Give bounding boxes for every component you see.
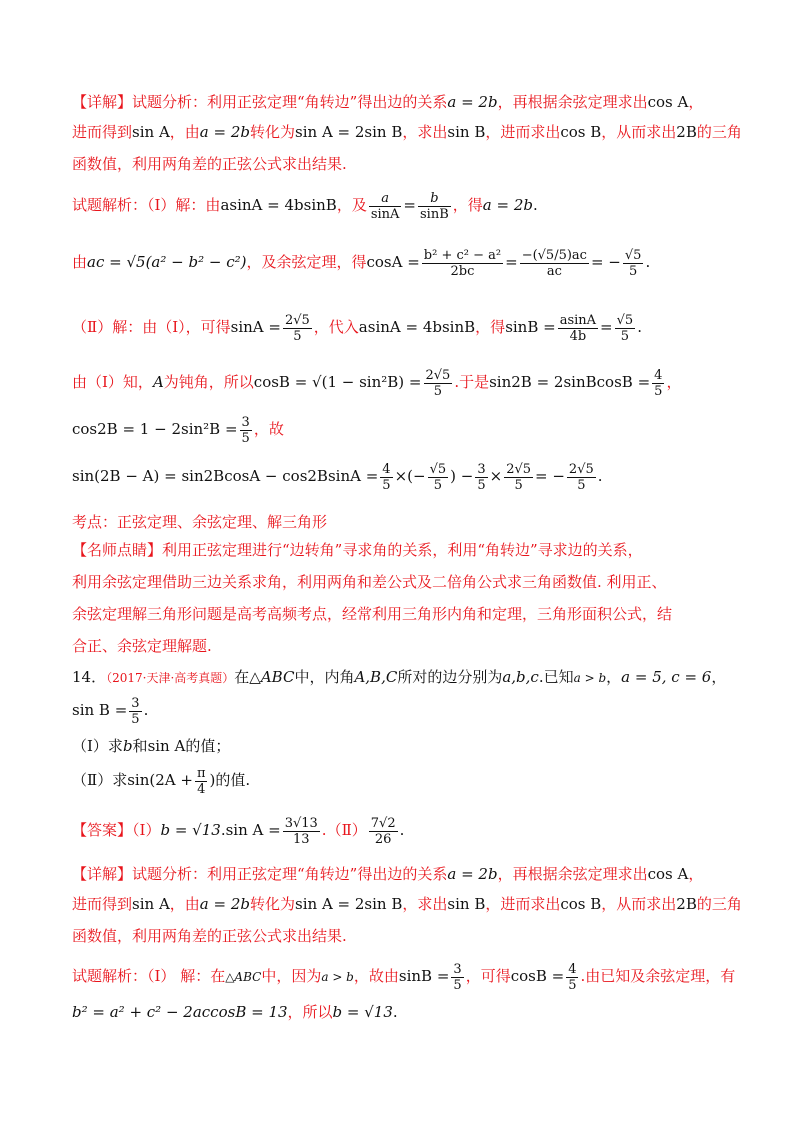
detail-line-3: 函数值，利用两角差的正弦公式求出结果. xyxy=(72,155,347,173)
fraction: $\frac{√5}{5}$ xyxy=(624,247,642,279)
comment-line-1: 【名师点睛】利用正弦定理进行“边转角”寻求角的关系，利用“角转边”寻求边的关系， xyxy=(72,541,643,559)
comment-line-2: 利用余弦定理借助三边关系求角，利用两角和差公式及二倍角公式求三角函数值. 利用正、 xyxy=(72,573,667,591)
fraction: $\frac{b}{\sin B}$ xyxy=(420,190,449,222)
fraction: $\frac{2√5}{5}$ xyxy=(284,312,310,344)
problem-number: 14． xyxy=(72,668,107,686)
detail2-line-1: 【详解】试题分析：利用正弦定理“角转边”得出边的关系a = 2b，再根据余弦定理求出cos A， xyxy=(72,865,704,883)
fraction: $\frac{4}{5}$ xyxy=(654,367,663,399)
solution-line-1: 试题解析：（Ⅰ）解：由asinA = 4bsinB，及 $\frac{a}{\sin A}$ = $\frac{b}{\sin B}$ ，得a = 2b. xyxy=(72,190,538,222)
fraction: $\frac{\text{b² + c² − a²}}{2bc}$ xyxy=(423,247,502,279)
fraction: $\frac{3}{5}$ xyxy=(477,461,486,493)
comment-line-4: 合正、余弦定理解题. xyxy=(72,637,212,655)
fraction: $\frac{3}{5}$ xyxy=(453,961,462,993)
fraction: $\frac{2√5}{5}$ xyxy=(425,367,451,399)
problem-14-line-2: sin B = $\frac{3}{5}$ . xyxy=(72,695,149,727)
fraction: $\frac{asinA}{4b}$ xyxy=(559,312,597,344)
kaodian-line: 考点：正弦定理、余弦定理、解三角形 xyxy=(72,513,328,531)
solution2-line-2: b² = a² + c² − 2accosB = 13，所以b = √13. xyxy=(72,1003,398,1021)
solution-line-3: （Ⅱ）解：由（Ⅰ），可得sinA = $\frac{2√5}{5}$ ，代入asinA = 4bsinB，得sinB = $\frac{asinA}{4b}$ = $\frac{√5}{5}$ . xyxy=(72,312,642,344)
problem-14-q1: （Ⅰ）求b和sin A的值； xyxy=(72,737,231,755)
problem-14-line-1: 14．（2017·天津·高考真题）在△ABC中，内角A,B,C所对的边分别为a,b,c.已知a > b，a = 5, c = 6， xyxy=(72,668,727,686)
detail-line-2: 进而得到sin A，由a = 2b转化为sin A = 2sin B，求出sin B，进而求出cos B，从而求出2B的三角 xyxy=(72,123,742,141)
fraction: $\frac{4}{5}$ xyxy=(382,461,391,493)
fraction: $\frac{7√2}{26}$ xyxy=(370,815,396,847)
fraction: $\frac{√5}{5}$ xyxy=(429,461,447,493)
comment-line-3: 余弦定理解三角形问题是高考高频考点，经常利用三角形内角和定理，三角形面积公式，结 xyxy=(72,605,673,623)
fraction: $\frac{\pi}{4}$ xyxy=(196,765,206,797)
fraction: $\frac{3}{5}$ xyxy=(241,414,250,446)
solution-line-2: 由ac = √5(a² − b² − c²)，及余弦定理，得cosA = $\frac{\text{b² + c² − a²}}{2bc}$ = $\frac{-(√5/5)ac}{ac}$ = − $\frac{√5}{5}$ . xyxy=(72,247,651,279)
fraction: $\frac{2√5}{5}$ xyxy=(568,461,594,493)
solution2-line-1: 试题解析：（Ⅰ） 解：在△ABC中，因为a > b，故由sinB = $\frac{3}{5}$ ，可得cosB = $\frac{4}{5}$ .由已知及余弦定理，有 xyxy=(72,961,736,993)
fraction: $\frac{-(√5/5)ac}{ac}$ xyxy=(521,247,587,279)
detail-label: 【详解】 xyxy=(72,93,133,111)
fraction: $\frac{a}{\sin A}$ xyxy=(370,190,400,222)
fraction: $\frac{2√5}{5}$ xyxy=(506,461,532,493)
answer-line: 【答案】（Ⅰ）b = √13.sin A = $\frac{3√13}{13}$ .（Ⅱ） $\frac{7√2}{26}$ . xyxy=(72,815,405,847)
fraction: $\frac{3}{5}$ xyxy=(131,695,140,727)
fraction: $\frac{4}{5}$ xyxy=(568,961,577,993)
detail-label: 【详解】 xyxy=(72,865,133,883)
solution-line-4: 由（Ⅰ）知，A为钝角，所以cosB = √(1 − sin²B) = $\frac{2√5}{5}$ .于是sin2B = 2sinBcosB = $\frac{4}{5}$ ， xyxy=(72,367,682,399)
answer-label: 【答案】 xyxy=(72,821,133,839)
detail2-line-3: 函数值，利用两角差的正弦公式求出结果. xyxy=(72,927,347,945)
problem-14-q2: （Ⅱ）求sin(2A + $\frac{\pi}{4}$ )的值. xyxy=(72,765,251,797)
problem-source: （2017·天津·高考真题） xyxy=(106,671,235,685)
solution-line-6: sin(2B − A) = sin2BcosA − cos2BsinA = $\frac{4}{5}$ ×(− $\frac{√5}{5}$ ) − $\frac{3}{5}$ × $\frac{2√5}{5}$ = − $\frac{2√5}{5}$ . xyxy=(72,461,603,493)
detail2-line-2: 进而得到sin A，由a = 2b转化为sin A = 2sin B，求出sin B，进而求出cos B，从而求出2B的三角 xyxy=(72,895,742,913)
detail-line-1: 【详解】试题分析：利用正弦定理“角转边”得出边的关系a = 2b，再根据余弦定理求出cos A， xyxy=(72,93,704,111)
solution-line-5: cos2B = 1 − 2sin²B = $\frac{3}{5}$ ，故 xyxy=(72,414,284,446)
fraction: $\frac{3√13}{13}$ xyxy=(284,815,318,847)
fraction: $\frac{√5}{5}$ xyxy=(616,312,634,344)
